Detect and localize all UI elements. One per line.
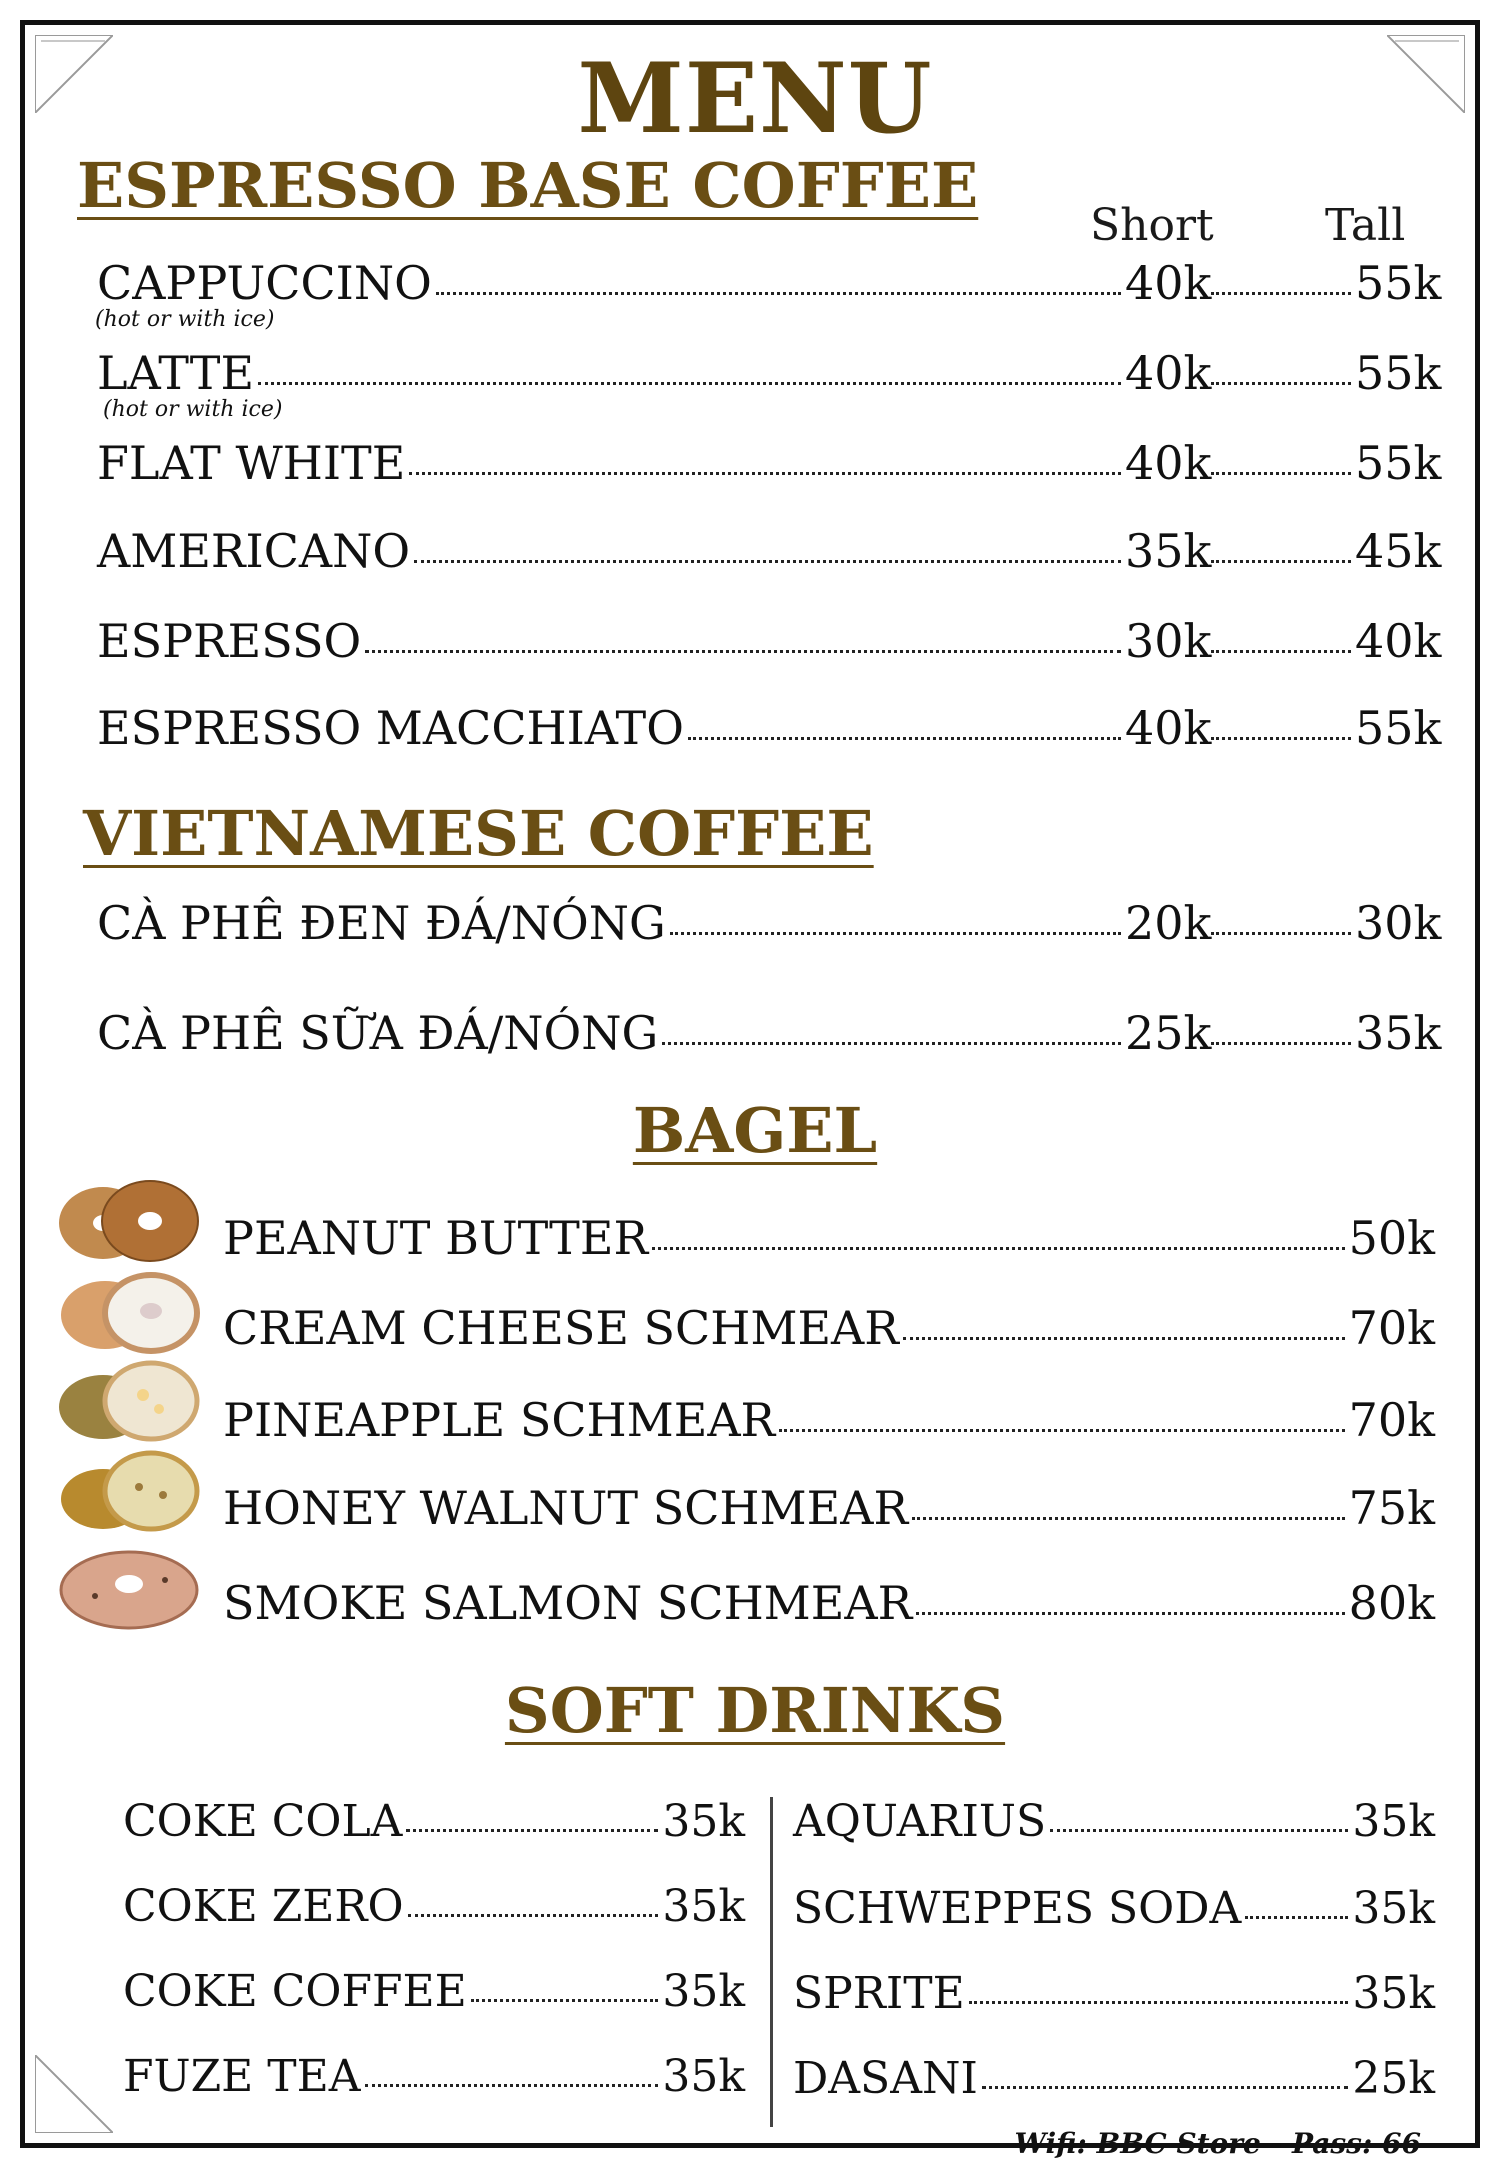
bagel-title-text: BAGEL (632, 1094, 878, 1167)
dot-leader (258, 382, 1121, 385)
tall-column-header: Tall (1325, 200, 1406, 251)
menu-item-sprite (793, 1968, 1435, 2019)
item-name: CÀ PHÊ ĐEN ĐÁ/NÓNG (97, 896, 666, 950)
dot-leader (779, 1429, 1344, 1432)
item-name: AQUARIUS (793, 1796, 1047, 1847)
item-name: CREAM CHEESE SCHMEAR (223, 1301, 899, 1355)
menu-item-honey-walnut (223, 1481, 1435, 1535)
item-price: 50k (1348, 1211, 1435, 1265)
item-price: 80k (1348, 1576, 1435, 1630)
smoke-salmon-bagel-image (55, 1540, 203, 1632)
dot-leader (414, 560, 1121, 563)
item-price: 25k (1352, 2053, 1435, 2104)
dot-leader (688, 737, 1121, 740)
menu-item-smoke-salmon (223, 1576, 1435, 1630)
menu-item-latte (97, 346, 1442, 400)
menu-item-dasani (793, 2053, 1435, 2104)
item-name: LATTE (97, 346, 255, 400)
item-name: PEANUT BUTTER (223, 1211, 649, 1265)
menu-item-peanut-butter (223, 1211, 1435, 1265)
short-price: 40k (1125, 701, 1212, 755)
short-price: 35k (1125, 524, 1212, 578)
menu-item-ca-phe-den (97, 896, 1442, 950)
item-name: COKE COFFEE (123, 1966, 467, 2017)
item-name: ESPRESSO (97, 614, 362, 668)
item-price: 35k (1352, 1796, 1435, 1847)
item-name: FUZE TEA (123, 2051, 361, 2102)
peanut-butter-bagel-image (55, 1175, 203, 1267)
menu-item-espresso (97, 614, 1442, 668)
menu-frame (20, 20, 1480, 2160)
soft-drinks-title-text: SOFT DRINKS (504, 1674, 1006, 1747)
pineapple-bagel-image (55, 1355, 203, 1447)
item-name: HONEY WALNUT SCHMEAR (223, 1481, 909, 1535)
dot-leader (1211, 932, 1351, 935)
item-name: FLAT WHITE (97, 436, 406, 490)
item-note: (hot or with ice) (103, 397, 283, 422)
dot-leader (406, 1829, 658, 1832)
dot-leader (1211, 1042, 1351, 1045)
tall-price: 55k (1355, 436, 1442, 490)
dot-leader (1050, 1829, 1348, 1832)
dot-leader (670, 932, 1121, 935)
item-price: 35k (662, 2051, 745, 2102)
dot-leader (903, 1337, 1345, 1340)
bagel-section-title (25, 1094, 1485, 1167)
tall-price: 30k (1355, 896, 1442, 950)
corner-ornament-icon (35, 2055, 113, 2133)
dot-leader (471, 1999, 659, 2002)
menu-item-cream-cheese (223, 1301, 1435, 1355)
dot-leader (1211, 292, 1351, 295)
item-price: 35k (662, 1881, 745, 1932)
dot-leader (652, 1247, 1345, 1250)
dot-leader (969, 2001, 1349, 2004)
item-price: 70k (1348, 1393, 1435, 1447)
tall-price: 55k (1355, 701, 1442, 755)
item-price: 35k (662, 1796, 745, 1847)
short-price: 25k (1125, 1006, 1212, 1060)
espresso-section-title: ESPRESSO BASE COFFEE (77, 149, 979, 222)
menu-item-pineapple (223, 1393, 1435, 1447)
menu-item-schweppes-soda (793, 1883, 1435, 1934)
dot-leader (1211, 650, 1351, 653)
item-name: SMOKE SALMON SCHMEAR (223, 1576, 913, 1630)
honey-walnut-bagel-image (55, 1445, 203, 1537)
item-name: ESPRESSO MACCHIATO (97, 701, 684, 755)
dot-leader (1211, 737, 1351, 740)
item-name: CAPPUCCINO (97, 256, 432, 310)
dot-leader (912, 1517, 1344, 1520)
menu-item-espresso-macchiato (97, 701, 1442, 755)
dot-leader (982, 2086, 1348, 2089)
menu-item-flat-white (97, 436, 1442, 490)
menu-item-coke-cola (123, 1796, 745, 1847)
short-price: 20k (1125, 896, 1212, 950)
short-price: 40k (1125, 256, 1212, 310)
soft-drinks-section-title (25, 1674, 1485, 1747)
item-name: SPRITE (793, 1968, 965, 2019)
item-note: (hot or with ice) (95, 307, 275, 332)
item-price: 35k (662, 1966, 745, 2017)
menu-item-americano (97, 524, 1442, 578)
menu-title: MENU (577, 42, 933, 155)
column-divider (770, 1797, 773, 2127)
item-name: PINEAPPLE SCHMEAR (223, 1393, 776, 1447)
item-name: DASANI (793, 2053, 978, 2104)
dot-leader (365, 2084, 659, 2087)
dot-leader (409, 472, 1121, 475)
item-price: 35k (1352, 1968, 1435, 2019)
item-name: COKE ZERO (123, 1881, 404, 1932)
wifi-info: Wifi: BBC Store - Pass: 66 (1014, 2127, 1421, 2160)
item-name: COKE COLA (123, 1796, 403, 1847)
item-name: SCHWEPPES SODA (793, 1883, 1242, 1934)
menu-item-coke-zero (123, 1881, 745, 1932)
short-price: 40k (1125, 436, 1212, 490)
dot-leader (1211, 560, 1351, 563)
tall-price: 45k (1355, 524, 1442, 578)
tall-price: 40k (1355, 614, 1442, 668)
menu-item-ca-phe-sua (97, 1006, 1442, 1060)
short-price: 30k (1125, 614, 1212, 668)
short-column-header: Short (1090, 200, 1214, 251)
tall-price: 55k (1355, 346, 1442, 400)
tall-price: 35k (1355, 1006, 1442, 1060)
dot-leader (1211, 472, 1351, 475)
dot-leader (916, 1612, 1344, 1615)
dot-leader (1245, 1916, 1348, 1919)
dot-leader (436, 292, 1121, 295)
dot-leader (1211, 382, 1351, 385)
dot-leader (365, 650, 1121, 653)
menu-item-cappuccino (97, 256, 1442, 310)
item-price: 70k (1348, 1301, 1435, 1355)
dot-leader (408, 1914, 659, 1917)
menu-item-aquarius (793, 1796, 1435, 1847)
cream-cheese-bagel-image (55, 1265, 203, 1357)
item-name: CÀ PHÊ SỮA ĐÁ/NÓNG (97, 1006, 659, 1060)
menu-item-fuze-tea (123, 2051, 745, 2102)
dot-leader (662, 1042, 1121, 1045)
item-name: AMERICANO (97, 524, 411, 578)
menu-item-coke-coffee (123, 1966, 745, 2017)
item-price: 35k (1352, 1883, 1435, 1934)
tall-price: 55k (1355, 256, 1442, 310)
item-price: 75k (1348, 1481, 1435, 1535)
vietnamese-section-title: VIETNAMESE COFFEE (83, 797, 874, 870)
short-price: 40k (1125, 346, 1212, 400)
